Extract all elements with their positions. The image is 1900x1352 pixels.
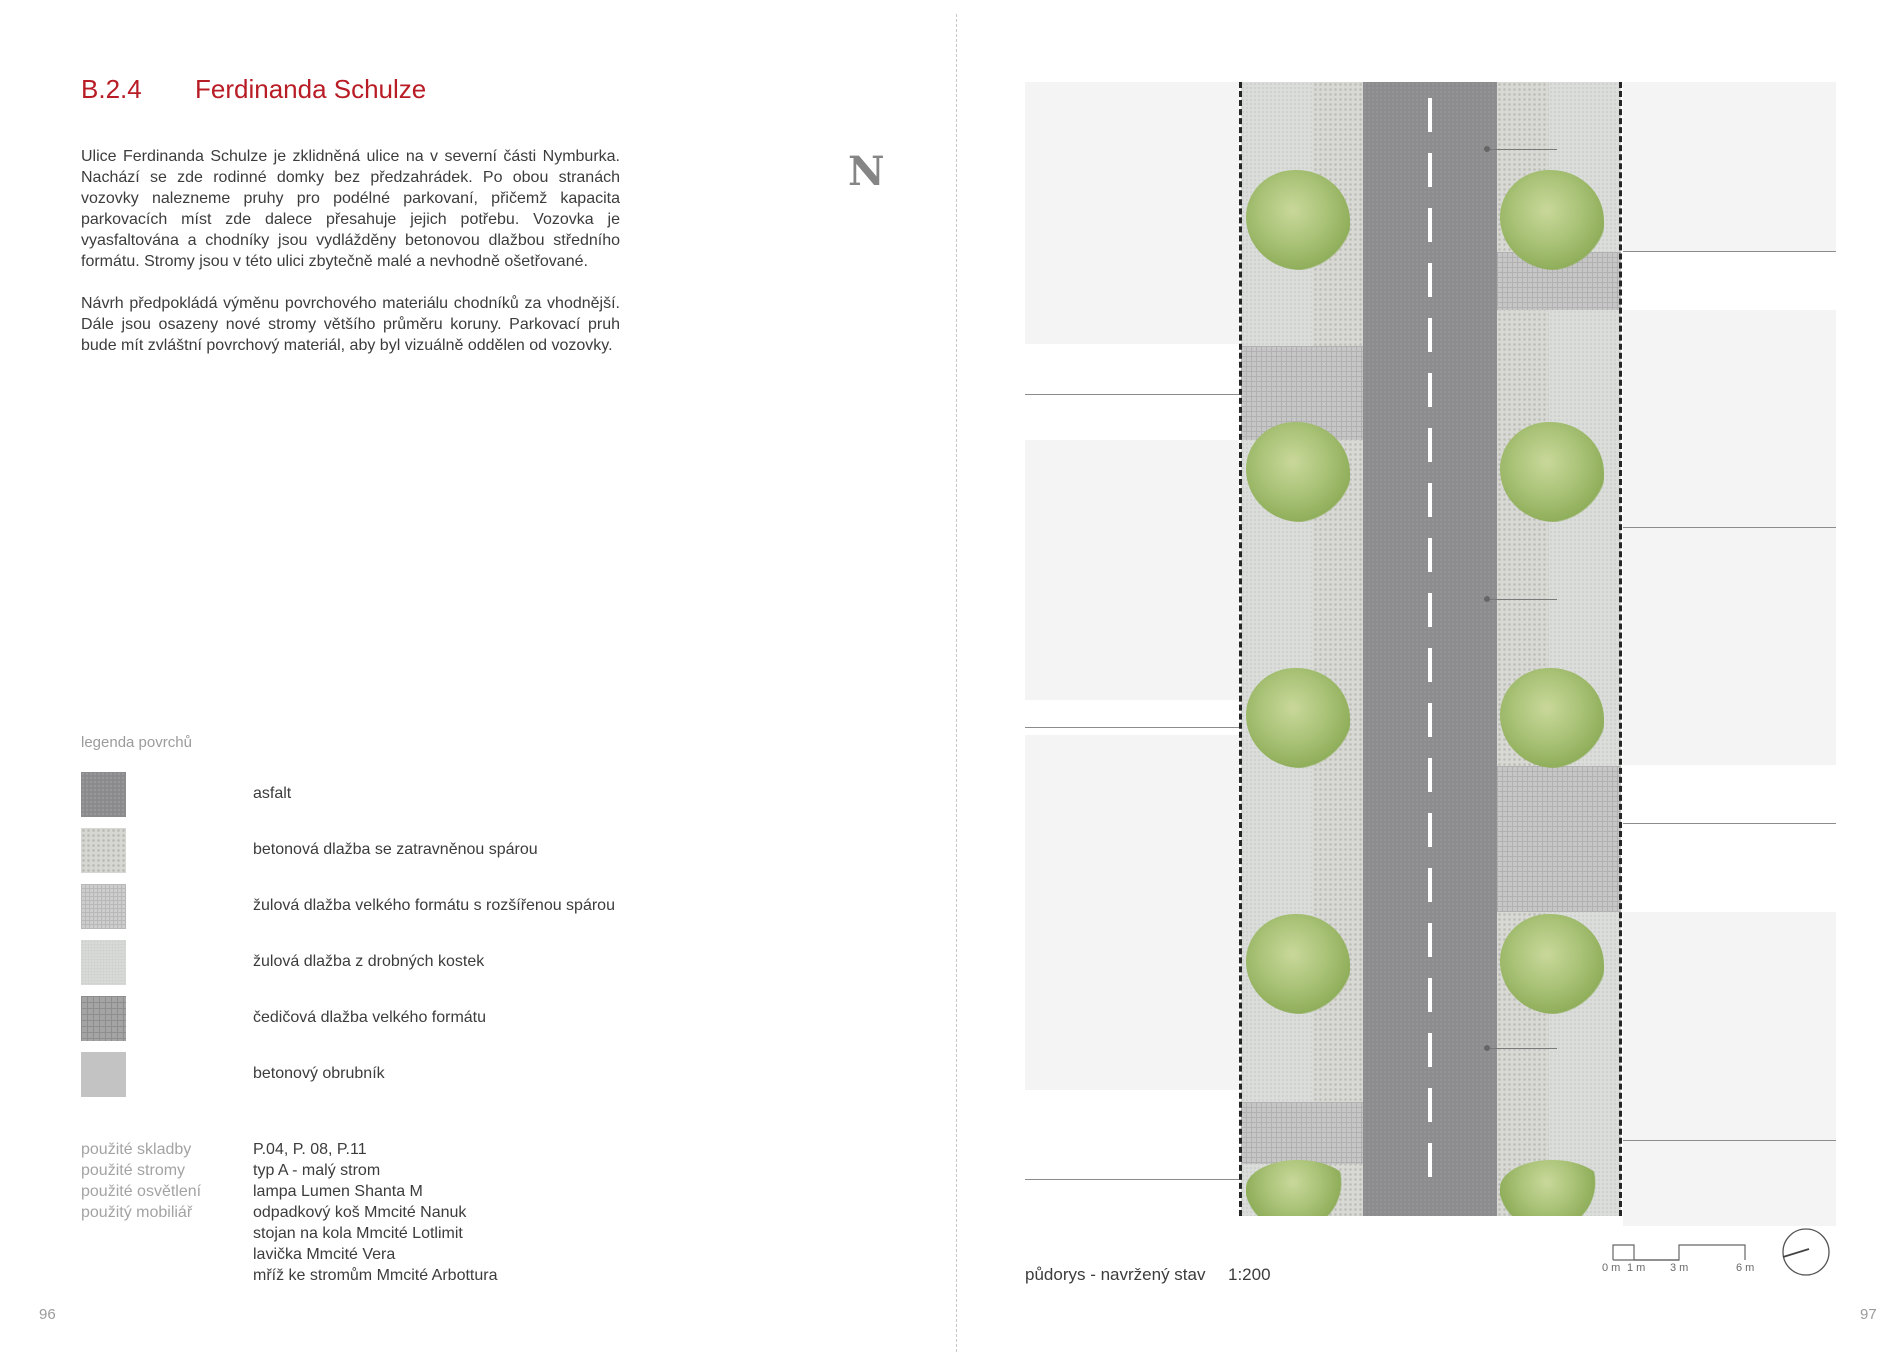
plot-right xyxy=(1623,310,1836,765)
used-compositions-label: použité skladby xyxy=(81,1141,192,1158)
lane-marking xyxy=(1428,593,1432,627)
lot-line xyxy=(1025,1179,1239,1180)
used-furniture-value: stojan na kola Mmcité Lotlimit xyxy=(253,1225,463,1242)
concrete-curb-swatch-icon xyxy=(81,1052,126,1097)
lane-marking xyxy=(1428,703,1432,737)
plan-caption: půdorys - navržený stav xyxy=(1025,1265,1206,1284)
legend-label-granite-small: žulová dlažba z drobných kostek xyxy=(253,953,485,970)
lane-marking xyxy=(1428,263,1432,297)
north-arrow-icon: N xyxy=(848,148,884,195)
lane-marking xyxy=(1428,208,1432,242)
parking-bay-left xyxy=(1241,1102,1363,1164)
lane-marking xyxy=(1428,978,1432,1012)
legend-label-granite-large: žulová dlažba velkého formátu s rozšířenou spárou xyxy=(253,897,615,914)
lane-marking xyxy=(1428,98,1432,132)
used-furniture-value: odpadkový koš Mmcité Nanuk xyxy=(253,1204,467,1221)
used-furniture-value: mříž ke stromům Mmcité Arbottura xyxy=(253,1267,498,1284)
lot-line xyxy=(1623,527,1836,528)
scale-tick-label: 6 m xyxy=(1736,1262,1755,1274)
lane-marking xyxy=(1428,428,1432,462)
page-spine xyxy=(956,14,957,1352)
street-lamp-icon xyxy=(1484,146,1490,152)
lot-line xyxy=(1025,727,1239,728)
scale-tick-label: 3 m xyxy=(1670,1262,1689,1274)
used-furniture-value: lavička Mmcité Vera xyxy=(253,1246,396,1263)
plot-left xyxy=(1025,440,1239,700)
used-furniture-label: použitý mobiliář xyxy=(81,1204,193,1221)
lane-marking xyxy=(1428,483,1432,517)
asphalt-swatch-icon xyxy=(81,772,126,817)
lot-line xyxy=(1025,394,1239,395)
lane-marking xyxy=(1428,1033,1432,1067)
street-lamp-icon xyxy=(1484,596,1490,602)
plot-right xyxy=(1623,912,1836,1226)
used-trees-value: typ A - malý strom xyxy=(253,1162,381,1179)
legend-label-basalt: čedičová dlažba velkého formátu xyxy=(253,1009,487,1026)
legend-label-asfalt: asfalt xyxy=(253,785,292,802)
lane-marking xyxy=(1428,648,1432,682)
lane-marking xyxy=(1428,758,1432,792)
lane-marking xyxy=(1428,868,1432,902)
page-number-right: 97 xyxy=(1860,1306,1877,1323)
lane-marking xyxy=(1428,813,1432,847)
legend-label-curb: betonový obrubník xyxy=(253,1065,385,1082)
lane-marking xyxy=(1428,538,1432,572)
lot-line xyxy=(1623,823,1836,824)
plan-scale: 1:200 xyxy=(1228,1265,1271,1284)
basalt-paving-swatch-icon xyxy=(81,996,126,1041)
description-paragraph-1: Ulice Ferdinanda Schulze je zklidněná ulice na v severní části Nymburka. Nachází se zde rodinné domky bez předzahrádek. Po obou stranách vozovky nalezneme pruhy pro podélné parkovaní, přičemž kapacita parkovacích míst zde dalece přesahuje jejich potřebu. Vozovka je vyasfaltována a chodníky jsou vydlážděny betonovou dlažbou středního formátu. Stromy jsou v této ulici zbytečně malé a nevhodně ošetřované. xyxy=(81,148,620,270)
used-trees-label: použité stromy xyxy=(81,1162,186,1179)
plot-left xyxy=(1025,82,1239,344)
parking-bay-right xyxy=(1497,766,1621,912)
scale-tick-label: 1 m xyxy=(1627,1262,1646,1274)
property-boundary-right xyxy=(1619,82,1622,1216)
lane-marking xyxy=(1428,153,1432,187)
tree-icon xyxy=(1500,1160,1604,1216)
lane-marking xyxy=(1428,1143,1432,1177)
lane-marking xyxy=(1428,373,1432,407)
lot-line xyxy=(1623,1140,1836,1141)
page-number-left: 96 xyxy=(39,1306,56,1323)
property-boundary-left xyxy=(1239,82,1242,1216)
scale-bar-icon xyxy=(1612,1243,1750,1261)
street-lamp-arm xyxy=(1487,149,1557,150)
lane-marking xyxy=(1428,318,1432,352)
used-lighting-value: lampa Lumen Shanta M xyxy=(253,1183,423,1200)
granite-large-paving-swatch-icon xyxy=(81,884,126,929)
street-lamp-icon xyxy=(1484,1045,1490,1051)
section-code: B.2.4 xyxy=(81,74,142,104)
used-compositions-value: P.04, P. 08, P.11 xyxy=(253,1141,367,1158)
section-title: Ferdinanda Schulze xyxy=(195,74,427,104)
compass-icon xyxy=(1781,1227,1831,1277)
description-paragraph-2: Návrh předpokládá výměnu povrchového materiálu chodníků za vhodnější. Dále jsou osazeny nové stromy většího průměru koruny. Parkovací pruh bude mít zvláštní povrchový materiál, aby byl vizuálně oddělen od vozovky. xyxy=(81,295,620,354)
legend-label-grass-joint: betonová dlažba se zatravněnou spárou xyxy=(253,841,538,858)
lane-marking xyxy=(1428,1088,1432,1122)
street-lamp-arm xyxy=(1487,1048,1557,1049)
street-lamp-arm xyxy=(1487,599,1557,600)
lot-line xyxy=(1623,251,1836,252)
plot-right xyxy=(1623,82,1836,252)
granite-small-sett-swatch-icon xyxy=(81,940,126,985)
plot-left xyxy=(1025,735,1239,1090)
legend-heading: legenda povrchů xyxy=(81,734,192,751)
lane-marking xyxy=(1428,923,1432,957)
tree-icon xyxy=(1246,1160,1350,1216)
scale-tick-label: 0 m xyxy=(1602,1262,1621,1274)
used-lighting-label: použité osvětlení xyxy=(81,1183,202,1200)
grass-joint-paving-swatch-icon xyxy=(81,828,126,873)
